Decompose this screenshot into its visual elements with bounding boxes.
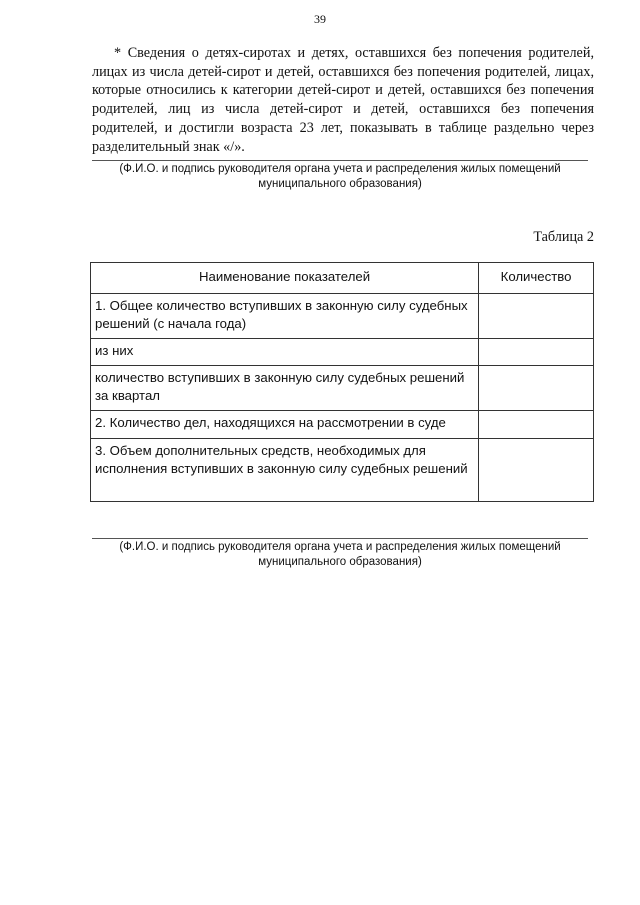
quantity-cell <box>479 411 594 439</box>
table-row <box>91 339 594 366</box>
table-row <box>91 294 594 339</box>
signature-line-top <box>92 160 588 161</box>
signature-caption-bottom <box>92 540 588 570</box>
indicators-table <box>90 262 594 502</box>
indicator-name-cell: 1. Общее количество вступивших в законную силу судебных решений (с начала года) <box>91 294 479 339</box>
table-row <box>91 411 594 439</box>
signature-caption-bottom-line1: (Ф.И.О. и подпись руководителя органа учета и распределения жилых помещений <box>119 541 561 553</box>
table-row <box>91 366 594 411</box>
indicator-name-cell: количество вступивших в законную силу судебных решений за квартал <box>91 366 479 411</box>
table-row <box>91 439 594 502</box>
quantity-cell <box>479 366 594 411</box>
footnote-text: * Сведения о детях-сиротах и детях, оставшихся без попечения родителей, лицах из числа детей-сирот и детей, оставшихся без попечения родителей, лицах, которые относились к категории детей-сирот и детей, оставшихся без попечения родителей, лиц из числа детей-сирот и детей, оставшихся без попечения родителей, и достигли возраста 23 лет, показывать в таблице раздельно через разделительный знак «/». <box>92 45 594 155</box>
indicator-name-cell: 2. Количество дел, находящихся на рассмотрении в суде <box>91 411 479 439</box>
signature-caption-bottom-line2: муниципального образования) <box>258 556 422 568</box>
table-caption: Таблица 2 <box>533 229 594 245</box>
signature-caption-top-line1: (Ф.И.О. и подпись руководителя органа учета и распределения жилых помещений <box>119 163 561 175</box>
quantity-cell <box>479 339 594 366</box>
header-quantity: Количество <box>479 263 594 294</box>
signature-caption-top-line2: муниципального образования) <box>258 178 422 190</box>
signature-caption-top <box>92 162 588 192</box>
quantity-cell <box>479 294 594 339</box>
indicator-name-cell: из них <box>91 339 479 366</box>
table-header-row <box>91 263 594 294</box>
quantity-cell <box>479 439 594 502</box>
header-indicator-name: Наименование показателей <box>91 263 479 294</box>
indicator-name-cell: 3. Объем дополнительных средств, необходимых для исполнения вступивших в законную силу судебных решений <box>91 439 479 502</box>
page-number: 39 <box>314 12 326 26</box>
signature-line-bottom <box>92 538 588 539</box>
